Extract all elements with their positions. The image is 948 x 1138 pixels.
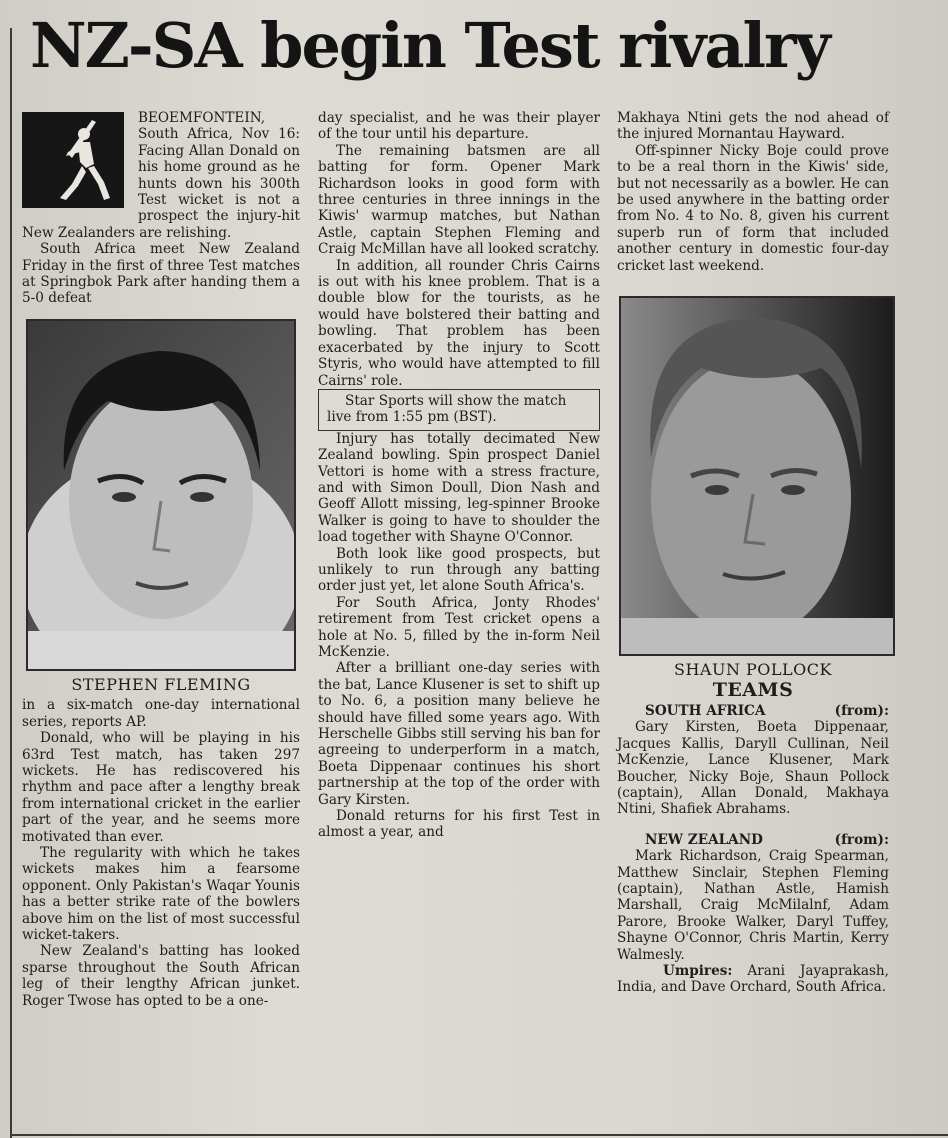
photo-caption: SHAUN POLLOCK xyxy=(674,660,832,680)
team-name: NEW ZEALAND xyxy=(645,831,763,848)
article-column-3 xyxy=(617,110,889,996)
cricket-batsman-logo xyxy=(22,112,124,208)
article-paragraph: Donald returns for his first Test in almost a year, and xyxy=(318,808,600,841)
team-label-new-zealand xyxy=(617,832,889,848)
team-list-south-africa: Gary Kirsten, Boeta Dippenaar, Jacques Kallis, Daryll Cullinan, Neil McKenzie, Lance Klusener, Mark Boucher, Nicky Boje, Shaun Pollock (captain), Allan Donald, Makhaya Ntini, Shafiek Abrahams. xyxy=(617,719,889,818)
batsman-icon xyxy=(22,112,124,208)
intro-block xyxy=(22,110,300,241)
photo-stephen-fleming xyxy=(26,319,296,671)
photo-caption: STEPHEN FLEMING xyxy=(71,674,251,694)
article-column-1 xyxy=(22,110,300,1009)
team-name: SOUTH AFRICA xyxy=(645,702,766,719)
article-paragraph: Injury has totally decimated New Zealand bowling. Spin prospect Daniel Vettori is home with a stress fracture, and with Simon Doull, Dion Nash and Geoff Allott missing, leg-spinner Brooke Walker is going to have to shoulder the load together with Shayne O'Connor. xyxy=(318,430,600,546)
team-list-new-zealand: Mark Richardson, Craig Spearman, Matthew Sinclair, Stephen Fleming (captain), Nathan Astle, Hamish Marshall, Craig McMilalnf, Adam Parore, Brooke Walker, Daryl Tuffey, Shayne O'Connor, Chris Martin, Kerry Walmesly. xyxy=(617,848,889,963)
article-paragraph: South Africa meet New Zealand Friday in the first of three Test matches at Springbok Park after handing them a 5-0 defeat xyxy=(22,241,300,307)
column-rule xyxy=(10,28,12,1138)
headline: NZ-SA begin Test rivalry xyxy=(30,9,829,82)
article-paragraph: The regularity with which he takes wickets makes him a fearsome opponent. Only Pakistan's Waqar Younis has a better strike rate of the bowlers above him on the list of most successful wicket-takers. xyxy=(22,844,300,943)
article-paragraph: Off-spinner Nicky Boje could prove to be a real thorn in the Kiwis' side, but not necessarily as a bowler. He can be used anywhere in the batting order from No. 4 to No. 8, given his current superb run of form that included another century in domestic four-day cricket last weekend. xyxy=(617,142,889,274)
article-paragraph: The remaining batsmen are all batting for form. Opener Mark Richardson looks in good form with three centuries in three innings in the Kiwis' warmup matches, but Nathan Astle, captain Stephen Fleming and Craig McMillan have all looked scratchy. xyxy=(318,142,600,258)
intro-paragraph: BEOEMFONTEIN, South Africa, Nov 16: Facing Allan Donald on his home ground as he hunts down his 300th Test wicket is not a prospect the injury-hit New Zealanders are relishing. xyxy=(22,110,300,241)
umpires-label: Umpires: xyxy=(663,962,733,979)
umpires-text: Arani Jayaprakash, India, and Dave Orchard, South Africa. xyxy=(617,962,889,996)
article-column-2 xyxy=(318,110,600,841)
article-paragraph: New Zealand's batting has looked sparse throughout the South African leg of their lengthy African junket. Roger Twose has opted to be a one- xyxy=(22,943,300,1009)
article-paragraph: After a brilliant one-day series with the bat, Lance Klusener is set to shift up to No. 6, a position many believe he should have filled some years ago. With Herschelle Gibbs still serving his ban for agreeing to underperform in a match, Boeta Dippenaar continues his short partnership at the top of the order with Gary Kirsten. xyxy=(318,660,600,808)
article-paragraph: Makhaya Ntini gets the nod ahead of the injured Mornantau Hayward. xyxy=(617,110,889,143)
team-from: (from): xyxy=(834,831,889,848)
teams-heading: TEAMS xyxy=(712,679,794,702)
article-paragraph: Donald, who will be playing in his 63rd Test match, has taken 297 wickets. He has rediscovered his rhythm and pace after a lengthy break from international cricket in the earlier part of the year, and he seems more motivated than ever. xyxy=(22,730,300,845)
photo-shaun-pollock xyxy=(619,296,895,656)
team-label-south-africa xyxy=(617,703,889,719)
article-paragraph: Both look like good prospects, but unlikely to run through any batting order just yet, let alone South Africa's. xyxy=(318,545,600,595)
article-paragraph: in a six-match one-day international series, reports AP. xyxy=(22,697,300,730)
article-paragraph: day specialist, and he was their player of the tour until his departure. xyxy=(318,110,600,143)
umpires-line xyxy=(617,963,889,996)
team-from: (from): xyxy=(834,702,889,719)
article-paragraph: In addition, all rounder Chris Cairns is out with his knee problem. That is a double blow for the tourists, as he would have bolstered their batting and bowling. That problem has been exacerbated by the injury to Scott Styris, who would have attempted to fill Cairns' role. xyxy=(318,257,600,389)
bottom-rule xyxy=(10,1134,948,1136)
broadcast-notice-box: Star Sports will show the match live from 1:55 pm (BST). xyxy=(318,389,600,431)
article-paragraph: For South Africa, Jonty Rhodes' retirement from Test cricket opens a hole at No. 5, filled by the in-form Neil McKenzie. xyxy=(318,594,600,660)
